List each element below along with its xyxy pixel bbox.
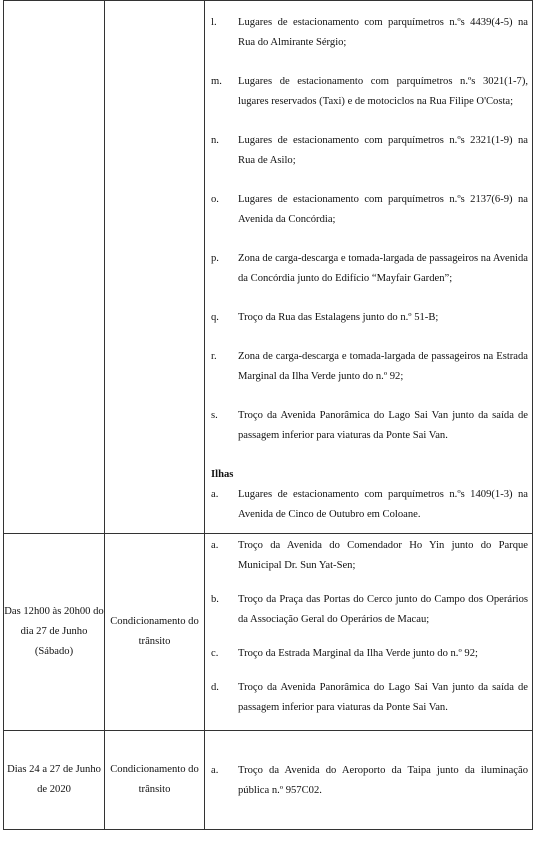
- period-cell: [4, 1, 105, 534]
- table-row: [4, 534, 533, 731]
- table-row: [4, 731, 533, 830]
- list-item: l. Lugares de estacionamento com parquímetros n.ºs 4439(4-5) na Rua do Almirante Sérgio;: [211, 17, 528, 48]
- traffic-table: [3, 0, 533, 830]
- list-item: s. Troço da Avenida Panorâmica do Lago Sai Van junto da saída de passagem inferior para viaturas da Ponte Sai Van.: [211, 410, 528, 441]
- list-item: a. Lugares de estacionamento com parquímetros n.ºs 1409(1-3) na Avenida de Cinco de Outubro em Coloane.: [211, 489, 528, 520]
- list-item: d. Troço da Avenida Panorâmica do Lago Sai Van junto da saída de passagem inferior para viaturas da Ponte Sai Van.: [211, 682, 528, 713]
- list-item: b. Troço da Praça das Portas do Cerco junto do Campo dos Operários da Associação Geral do Operários de Macau;: [211, 594, 528, 625]
- locations-cell: [205, 534, 533, 731]
- list-item: p. Zona de carga-descarga e tomada-largada de passageiros na Avenida da Concórdia junto do Edifício “Mayfair Garden”;: [211, 253, 528, 284]
- period-cell: Dias 24 a 27 de Junho de 2020: [4, 731, 105, 830]
- period-cell: Das 12h00 às 20h00 do dia 27 de Junho (Sábado): [4, 534, 105, 731]
- locations-cell: [205, 1, 533, 534]
- table-row: [4, 1, 533, 534]
- list-item: m. Lugares de estacionamento com parquímetros n.ºs 3021(1-7), lugares reservados (Taxi) e de motociclos na Rua Filipe O'Costa;: [211, 76, 528, 107]
- list-item: c. Troço da Estrada Marginal da Ilha Verde junto do n.º 92;: [211, 648, 478, 659]
- type-cell: [105, 1, 205, 534]
- list-item: r. Zona de carga-descarga e tomada-largada de passageiros na Estrada Marginal da Ilha Verde junto do n.º 92;: [211, 351, 528, 382]
- group-heading: Ilhas: [211, 469, 234, 480]
- list-item: o. Lugares de estacionamento com parquímetros n.ºs 2137(6-9) na Avenida da Concórdia;: [211, 194, 528, 225]
- type-cell: Condicionamento do trânsito: [105, 534, 205, 731]
- list-item: q. Troço da Rua das Estalagens junto do n.º 51-B;: [211, 312, 439, 323]
- locations-cell: [205, 731, 533, 830]
- list-item: a. Troço da Avenida do Comendador Ho Yin junto do Parque Municipal Dr. Sun Yat-Sen;: [211, 540, 528, 571]
- type-cell: Condicionamento do trânsito: [105, 731, 205, 830]
- list-item: n. Lugares de estacionamento com parquímetros n.ºs 2321(1-9) na Rua de Asilo;: [211, 135, 528, 166]
- list-item: a. Troço da Avenida do Aeroporto da Taipa junto da iluminação pública n.º 957C02.: [211, 765, 528, 796]
